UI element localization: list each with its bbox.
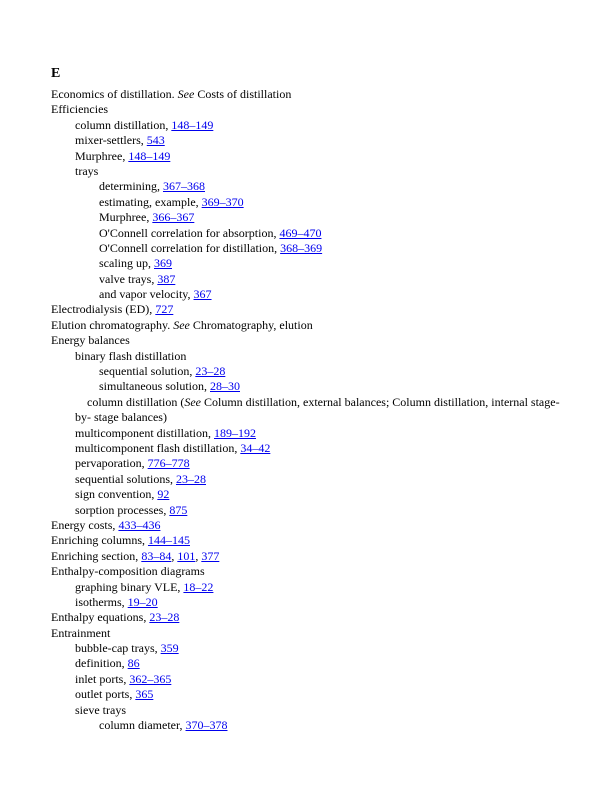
index-entry [51,87,571,102]
index-entry-term: sequential solutions, [75,471,176,486]
index-entry [51,441,571,456]
index-entry [51,102,571,117]
index-entry [51,287,571,302]
page-link[interactable]: 148–149 [171,117,214,132]
index-entry-term: column diameter, [99,718,186,733]
index-entry [51,272,571,287]
page-link[interactable]: 101 [177,548,196,563]
index-entry-term: multicomponent distillation, [75,425,214,440]
index-entry [51,487,571,502]
index-entry [51,302,571,317]
index-entry [51,656,571,671]
index-entry-term: sorption processes, [75,502,170,517]
page-link[interactable]: 148–149 [128,148,171,163]
index-entry-term: Electrodialysis (ED), [51,302,156,317]
page-link[interactable]: 368–369 [280,240,323,255]
page-link[interactable]: 359 [160,641,179,656]
see-reference-target: Chromatography, elution [189,317,313,332]
page-link[interactable]: 92 [157,487,170,502]
index-entry-term: graphing binary VLE, [75,579,184,594]
index-entry [63,395,571,426]
page-link[interactable]: 370–378 [185,718,228,733]
index-entry-term: sign convention, [75,487,158,502]
index-entry-term: sieve trays [75,702,126,717]
index-entry [51,379,571,394]
index-entry-term: determining, [99,179,163,194]
index-entry [51,595,571,610]
index-entry-term: Efficiencies [51,102,109,117]
page-link[interactable]: 86 [127,656,140,671]
index-entry-term: outlet ports, [75,687,136,702]
page-link[interactable]: 387 [157,271,176,286]
page-link[interactable]: 144–145 [147,533,190,548]
see-reference-label: See [173,317,190,332]
index-entry-term: pervaporation, [75,456,148,471]
index-entry-term: and vapor velocity, [99,287,194,302]
index-entry [51,256,571,271]
index-entry [51,687,571,702]
index-entry [51,456,571,471]
index-entry-term: Murphree, [75,148,129,163]
index-entry [51,118,571,133]
index-entry [51,133,571,148]
index-entry [51,364,571,379]
index-entry [51,503,571,518]
index-entry-term: sequential solution, [99,364,196,379]
index-entry [51,210,571,225]
index-entry [51,241,571,256]
index-entry [51,580,571,595]
index-entry [51,718,571,733]
page-link[interactable]: 367–368 [162,179,205,194]
page-link[interactable]: 469–470 [279,225,322,240]
section-letter-heading: E [51,66,61,81]
page-link[interactable]: 369–370 [201,194,244,209]
index-entry [51,318,571,333]
index-entry-term: definition, [75,656,128,671]
page-link[interactable]: 377 [201,548,220,563]
index-entry-term: Energy balances [51,333,130,348]
page-link[interactable]: 19–20 [127,594,158,609]
index-entry-term: column distillation ( [87,394,185,409]
index-entry [51,426,571,441]
index-entry-term: multicomponent flash distillation, [75,441,241,456]
index-entry-term: Entrainment [51,625,111,640]
index-entry [51,672,571,687]
index-entry [51,333,571,348]
page-link[interactable]: 543 [146,133,165,148]
index-entry-term: trays [75,163,99,178]
page-link[interactable]: 366–367 [152,210,195,225]
index-entry [51,533,571,548]
index-entry-term: O'Connell correlation for distillation, [99,240,281,255]
index-entry-term: inlet ports, [75,671,130,686]
page-link[interactable]: 776–778 [147,456,190,471]
page-link[interactable]: 23–28 [195,364,226,379]
page-link[interactable]: 369 [154,256,172,271]
index-entry-term: binary flash distillation [75,348,187,363]
index-entry [51,149,571,164]
index-entry [51,703,571,718]
index-entry [51,349,571,364]
index-entry [51,610,571,625]
page-link[interactable]: 18–22 [183,579,214,594]
page-link[interactable]: 433–436 [118,517,161,532]
index-entry-term: Enthalpy-composition diagrams [51,564,205,579]
page-link[interactable]: 367 [193,287,212,302]
index-entry [51,641,571,656]
index-entry-term: scaling up, [99,256,154,271]
page-link[interactable]: 727 [155,302,174,317]
page-link[interactable]: 34–42 [240,441,271,456]
page-link[interactable]: 365 [135,687,154,702]
page-link[interactable]: 189–192 [214,425,256,440]
index-entry-term: Economics of distillation. [51,87,178,101]
index-entry [51,179,571,194]
page-link[interactable]: 875 [169,502,188,517]
see-reference-target: Column distillation, external balances; Column distillation, internal stage-by- stage balances) [75,394,560,425]
see-reference-label: See [177,87,195,101]
index-entry-term: valve trays, [99,271,158,286]
index-entry-term: Elution chromatography. [51,317,174,332]
index-entry [51,626,571,641]
index-entry-term: O'Connell correlation for absorption, [99,225,280,240]
index-entry [51,564,571,579]
index-entry-term: Energy costs, [51,517,119,532]
index-entry-term: simultaneous solution, [99,379,210,394]
page-link[interactable]: 23–28 [176,471,206,486]
index-entry [51,226,571,241]
page-link[interactable]: 362–365 [129,671,172,686]
index-entry-term: mixer-settlers, [75,133,147,148]
index-entry-term: Murphree, [99,210,153,225]
index-entry-term: column distillation, [75,117,172,132]
index-entry-term: bubble-cap trays, [75,641,161,656]
see-reference-label: See [184,394,201,409]
index-entry-term: estimating, example, [99,194,202,209]
index-entry-term: Enthalpy equations, [51,610,150,625]
index-entry [51,195,571,210]
index-entry [51,164,571,179]
index-entry-term: isotherms, [75,594,128,609]
page-link[interactable]: 83–84 [141,548,172,563]
see-reference-target: Costs of distillation [194,87,292,101]
index-entry-term: Enriching columns, [51,533,148,548]
index-entry: Enriching section, 83–84, 101, 377 [51,548,220,563]
index-entry-term: Enriching section, [51,548,142,563]
index-entry [51,518,571,533]
page-link[interactable]: 28–30 [210,379,240,394]
index-entry [51,472,571,487]
page-link[interactable]: 23–28 [149,610,180,625]
index-entry-list [51,87,571,733]
